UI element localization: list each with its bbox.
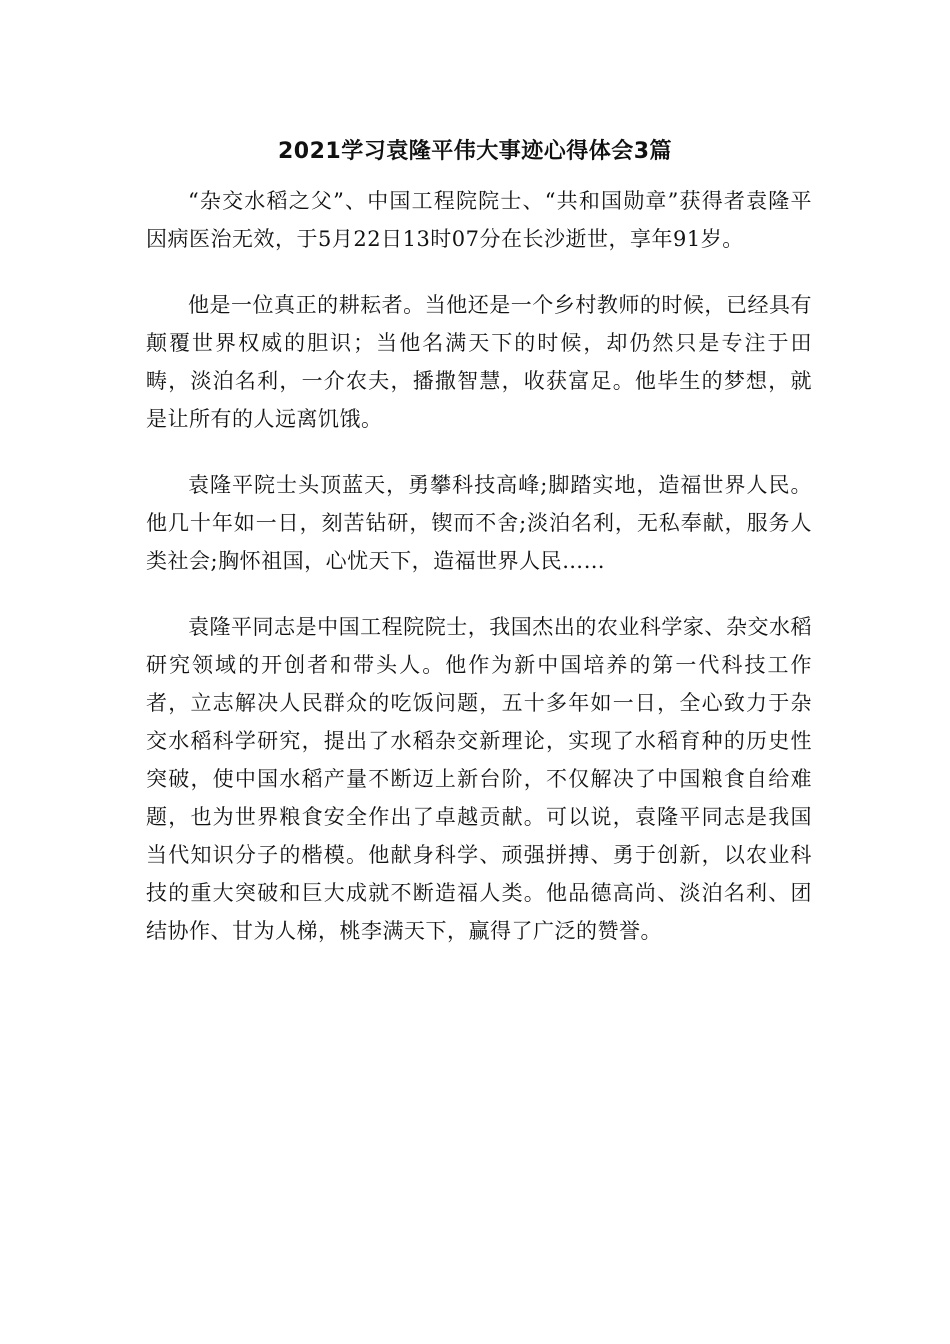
- paragraph-contributions: 袁隆平同志是中国工程院院士，我国杰出的农业科学家、杂交水稻研究领域的开创者和带头人。他作为新中国培养的第一代科技工作者，立志解决人民群众的吃饭问题，五十多年如一日，全心致力于杂交水稻科学研究，提出了水稻杂交新理论，实现了水稻育种的历史性突破，使中国水稻产量不断迈上新台阶，不仅解决了中国粮食自给难题，也为世界粮食安全作出了卓越贡献。可以说，袁隆平同志是我国当代知识分子的楷模。他献身科学、顽强拼搏、勇于创新，以农业科技的重大突破和巨大成就不断造福人类。他品德高尚、淡泊名利、团结协作、甘为人梯，桃李满天下，赢得了广泛的赞誉。: [146, 615, 812, 943]
- paragraph-intro: “杂交水稻之父”、中国工程院院士、“共和国勋章”获得者袁隆平因病医治无效，于5月22日13时07分在长沙逝世，享年91岁。: [146, 189, 812, 251]
- document-title: 2021学习袁隆平伟大事迹心得体会3篇: [277, 139, 673, 164]
- paragraph-academician: 袁隆平院士头顶蓝天，勇攀科技高峰;脚踏实地，造福世界人民。他几十年如一日，刻苦钻研，锲而不舍;淡泊名利，无私奉献，服务人类社会;胸怀祖国，心忧天下，造福世界人民……: [146, 473, 812, 573]
- paragraph-cultivator: 他是一位真正的耕耘者。当他还是一个乡村教师的时候，已经具有颠覆世界权威的胆识；当他名满天下的时候，却仍然只是专注于田畴，淡泊名利，一介农夫，播撒智慧，收获富足。他毕生的梦想，就是让所有的人远离饥饿。: [146, 293, 812, 431]
- document-body: [146, 182, 812, 978]
